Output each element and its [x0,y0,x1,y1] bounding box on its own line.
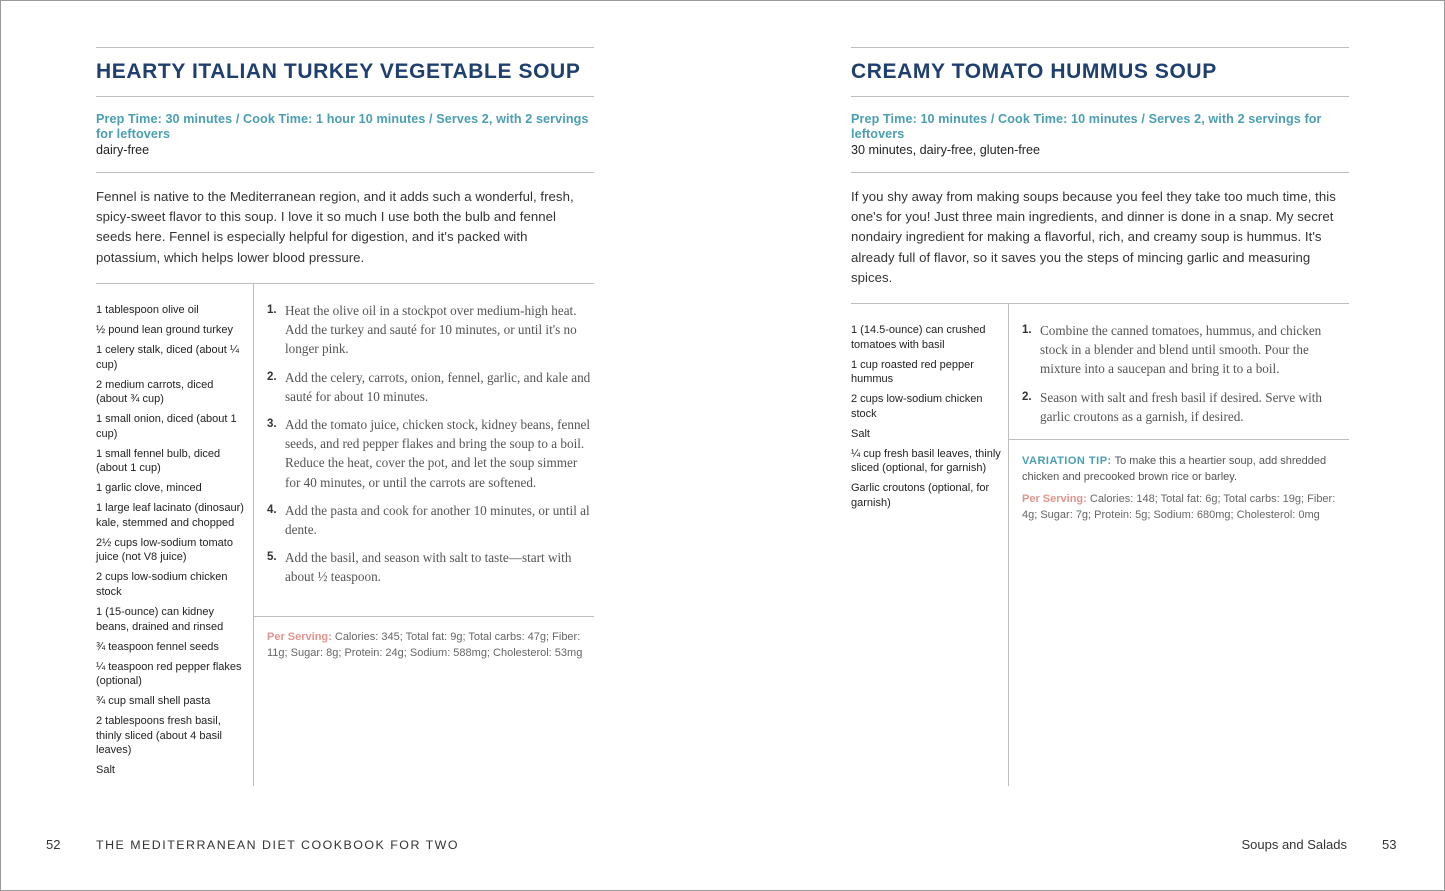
step-item [267,501,594,539]
step-number: 1. [1022,324,1032,336]
left-page-number: 52 [46,837,61,852]
ingredient-item: 1 (15-ounce) can kidney beans, drained and rinsed [96,606,224,633]
step-text: Add the tomato juice, chicken stock, kidney beans, fennel seeds, and red pepper flakes and bring the soup to a boil. Reduce the heat, cover the pot, and let the soup simmer for 40 minutes, or until the carrots are softened. [285,417,591,490]
column-divider [1008,304,1009,786]
ingredient-item: 1 celery stalk, diced (about ¼ cup) [96,343,240,371]
ingredient-item: 2 cups low-sodium chicken stock [851,393,983,420]
step-text: Combine the canned tomatoes, hummus, and chicken stock in a blender and blend until smooth. Pour the mixture into a saucepan and bring it to a boil. [1040,323,1322,377]
step-number: 2. [1022,390,1032,403]
ingredient-item: ¼ teaspoon red pepper flakes (optional) [96,660,242,688]
running-footer-book-title: THE MEDITERRANEAN DIET COOKBOOK FOR TWO [96,838,460,852]
nutrition-info [267,629,585,661]
tip-rule [1009,439,1349,440]
step-item [267,548,594,586]
ingredient-item: 1 large leaf lacinato (dinosaur) kale, stemmed and chopped [96,502,244,529]
ingredient-item: ¼ cup fresh basil leaves, thinly sliced (optional, for garnish) [851,447,1001,475]
step-item [267,415,594,492]
recipe-intro: Fennel is native to the Mediterranean region, and it adds such a wonderful, fresh, spicy-sweet flavor to this soup. I love it so much I use both the bulb and fennel seeds here. Fennel is especially helpful for digestion, and it's packed with potassium, which helps lower blood pressure. [96,189,574,265]
ingredient-item: 2 tablespoons fresh basil, thinly sliced (about 4 basil leaves) [96,715,222,757]
step-item [267,301,594,359]
ingredient-item: 1 small fennel bulb, diced (about 1 cup) [96,447,221,475]
recipe-tags: 30 minutes, dairy-free, gluten-free [851,143,1040,157]
tip-text: To make this a heartier soup, add shredded chicken and precooked brown rice or barley. [1022,455,1327,483]
ingredient-item: 2½ cups low-sodium tomato juice (not V8 juice) [96,536,233,564]
step-text: Season with salt and fresh basil if desired. Serve with garlic croutons as a garnish, if desired. [1040,389,1323,424]
step-text: Heat the olive oil in a stockpot over medium-high heat. Add the turkey and sauté for 10 minutes, or until it's no longer pink. [285,303,577,357]
nutrition-info [1022,491,1340,523]
recipe-intro: If you shy away from making soups because you feel they take too much time, this one's for you! Just three main ingredients, and dinner is done in a snap. My secret nondairy ingredient for making a flavorful, rich, and creamy soup is hummus. It's already full of flavor, so it saves you the steps of mincing garlic and measuring spices. [851,189,1336,285]
ingredient-item: ½ pound lean ground turkey [96,323,233,336]
meta-rule [96,172,594,173]
step-text: Add the celery, carrots, onion, fennel, garlic, and kale and sauté for about 10 minutes. [285,369,591,404]
ingredient-item: Garlic croutons (optional, for garnish) [851,482,990,509]
variation-tip [1022,453,1342,485]
tip-label: VARIATION TIP: [1022,455,1112,467]
left-page [96,0,594,891]
nutrition-label: Per Serving: [1022,493,1087,505]
step-number: 4. [267,503,277,516]
recipe-times: Prep Time: 10 minutes / Cook Time: 10 minutes / Serves 2, with 2 servings for leftovers [851,112,1322,141]
right-page [851,0,1349,891]
meta-rule [851,172,1349,173]
ingredient-item: 1 cup roasted red pepper hummus [851,358,974,386]
step-text: Add the basil, and season with salt to taste—start with about ½ teaspoon. [285,550,572,585]
nutrition-rule [254,616,594,617]
nutrition-values: Calories: 148; Total fat: 6g; Total carbs: 19g; Fiber: 4g; Sugar: 7g; Protein: 5g; Sodium: 680mg; Cholesterol: 0mg [1022,493,1336,521]
ingredient-item: ¾ cup small shell pasta [96,695,211,708]
ingredient-item: 1 small onion, diced (about 1 cup) [96,413,237,440]
running-footer-section: Soups and Salads [1241,837,1347,852]
recipe-title: HEARTY ITALIAN TURKEY VEGETABLE SOUP [96,60,581,83]
right-page-number: 53 [1382,837,1397,852]
ingredient-list [96,303,246,783]
recipe-title: CREAMY TOMATO HUMMUS SOUP [851,60,1217,83]
step-number: 5. [267,551,277,564]
step-item [1022,321,1349,379]
step-item [267,368,594,406]
section-rule [851,303,1349,304]
recipe-tags: dairy-free [96,143,150,157]
top-rule [851,47,1349,48]
step-item [1022,388,1349,426]
title-rule [96,96,594,97]
step-number: 1. [267,304,277,316]
step-list [1022,321,1349,435]
step-list [267,301,594,596]
ingredient-item: Salt [851,427,870,440]
step-number: 3. [267,418,277,431]
section-rule [96,283,594,284]
step-text: Add the pasta and cook for another 10 minutes, or until al dente. [285,502,590,538]
nutrition-values: Calories: 345; Total fat: 9g; Total carbs: 47g; Fiber: 11g; Sugar: 8g; Protein: 24g; Sodium: 588mg; Cholesterol: 53mg [267,631,583,659]
ingredient-item: 2 medium carrots, diced (about ¾ cup) [96,378,214,406]
step-number: 2. [267,370,277,383]
column-divider [253,284,254,786]
ingredient-item: 2 cups low-sodium chicken stock [96,571,228,599]
nutrition-label: Per Serving: [267,631,332,643]
ingredient-item: ¾ teaspoon fennel seeds [96,640,219,653]
ingredient-item: 1 (14.5-ounce) can crushed tomatoes with basil [851,324,986,351]
ingredient-item: Salt [96,764,115,777]
recipe-times: Prep Time: 30 minutes / Cook Time: 1 hour 10 minutes / Serves 2, with 2 servings for leftovers [96,112,589,141]
ingredient-item: 1 tablespoon olive oil [96,304,199,316]
ingredient-list [851,323,1001,516]
ingredient-item: 1 garlic clove, minced [96,482,202,495]
top-rule [96,47,594,48]
title-rule [851,96,1349,97]
